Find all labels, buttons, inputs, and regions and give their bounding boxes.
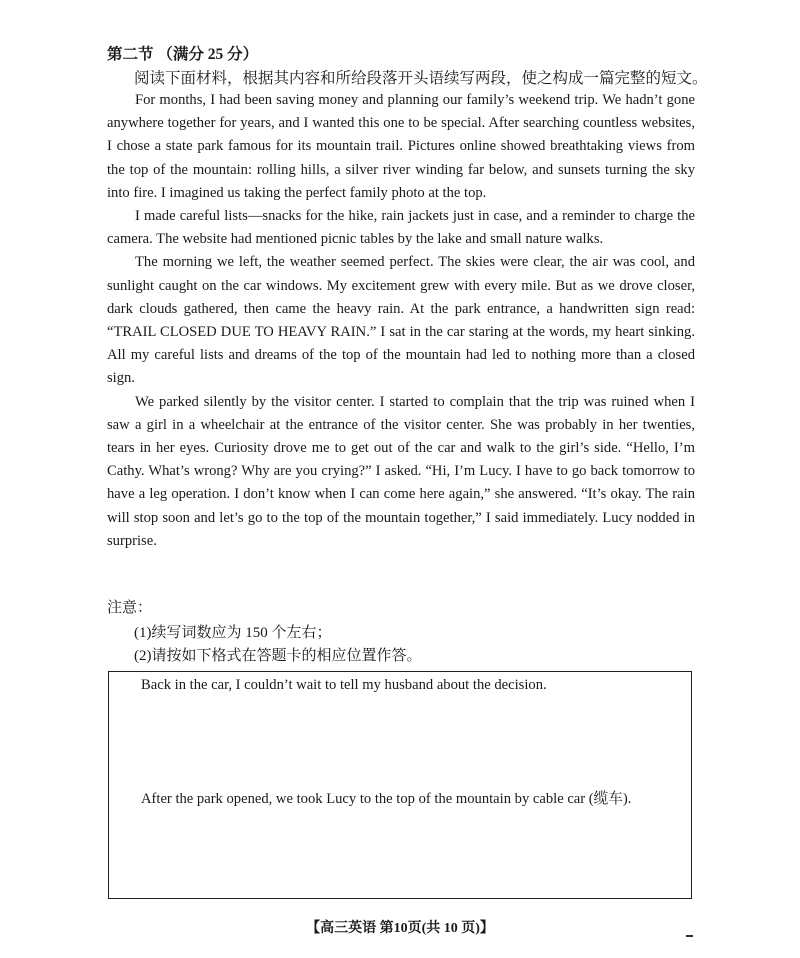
paragraph-opening-1: Back in the car, I couldn’t wait to tell my husband about the decision. (141, 677, 547, 693)
paragraph-opening-2: After the park opened, we took Lucy to the top of the mountain by cable car (缆车). (141, 791, 632, 807)
corner-mark (686, 935, 693, 937)
answer-box (108, 671, 692, 899)
notes-label: 注意： (107, 600, 153, 616)
note-item: (2)请按如下格式在答题卡的相应位置作答。 (134, 648, 422, 664)
page-footer: 【高三英语 第10页(共 10 页)】 (306, 921, 494, 936)
instruction-text: 阅读下面材料，根据其内容和所给段落开头语续写两段，使之构成一篇完整的短文。 (134, 70, 708, 87)
story-paragraph: We parked silently by the visitor center. I started to complain that the trip was ruined when I saw a girl in a wheelchair at the entrance of the visitor center. She was probably in her twenties, tears in her eyes. Curiosity drove me to get out of the car and walk to the girl’s side. “Hello, I’m Cathy. What’s wrong? Why are you crying?” I asked. “Hi, I’m Lucy. I have to go back tomorrow to have a leg operation. I don’t know when I can come here again,” she answered. “It’s okay. The rain will stop soon and let’s go to the top of the mountain together,” I said immediately. Lucy nodded in surprise. (107, 393, 695, 549)
story-paragraph: For months, I had been saving money and planning our family’s weekend trip. We hadn’t gone anywhere together for years, and I wanted this one to be special. After searching countless websites, I chose a state park famous for its mountain trail. Pictures online showed breathtaking views from the top of the mountain: rolling hills, a silver river winding far below, and sunsets turning the sky into fire. I imagined us taking the perfect family photo at the top. (107, 92, 695, 201)
story-paragraph: I made careful lists—snacks for the hike, rain jackets just in case, and a reminder to charge the camera. The website had mentioned picnic tables by the lake and small nature walks. (107, 208, 695, 248)
section-title: 第二节 （满分 25 分） (107, 46, 259, 63)
note-item: (1)续写词数应为 150 个左右； (134, 625, 332, 641)
story-passage (107, 89, 695, 553)
story-paragraph: The morning we left, the weather seemed perfect. The skies were clear, the air was cool, and sunlight caught on the car windows. My excitement grew with every mile. But as we drove closer, dark clouds gathered, then came the heavy rain. At the park entrance, a handwritten sign read: “TRAIL CLOSED DUE TO HEAVY RAIN.” I sat in the car staring at the words, my heart sinking. All my careful lists and dreams of the top of the mountain had led to nothing more than a closed sign. (107, 254, 695, 387)
